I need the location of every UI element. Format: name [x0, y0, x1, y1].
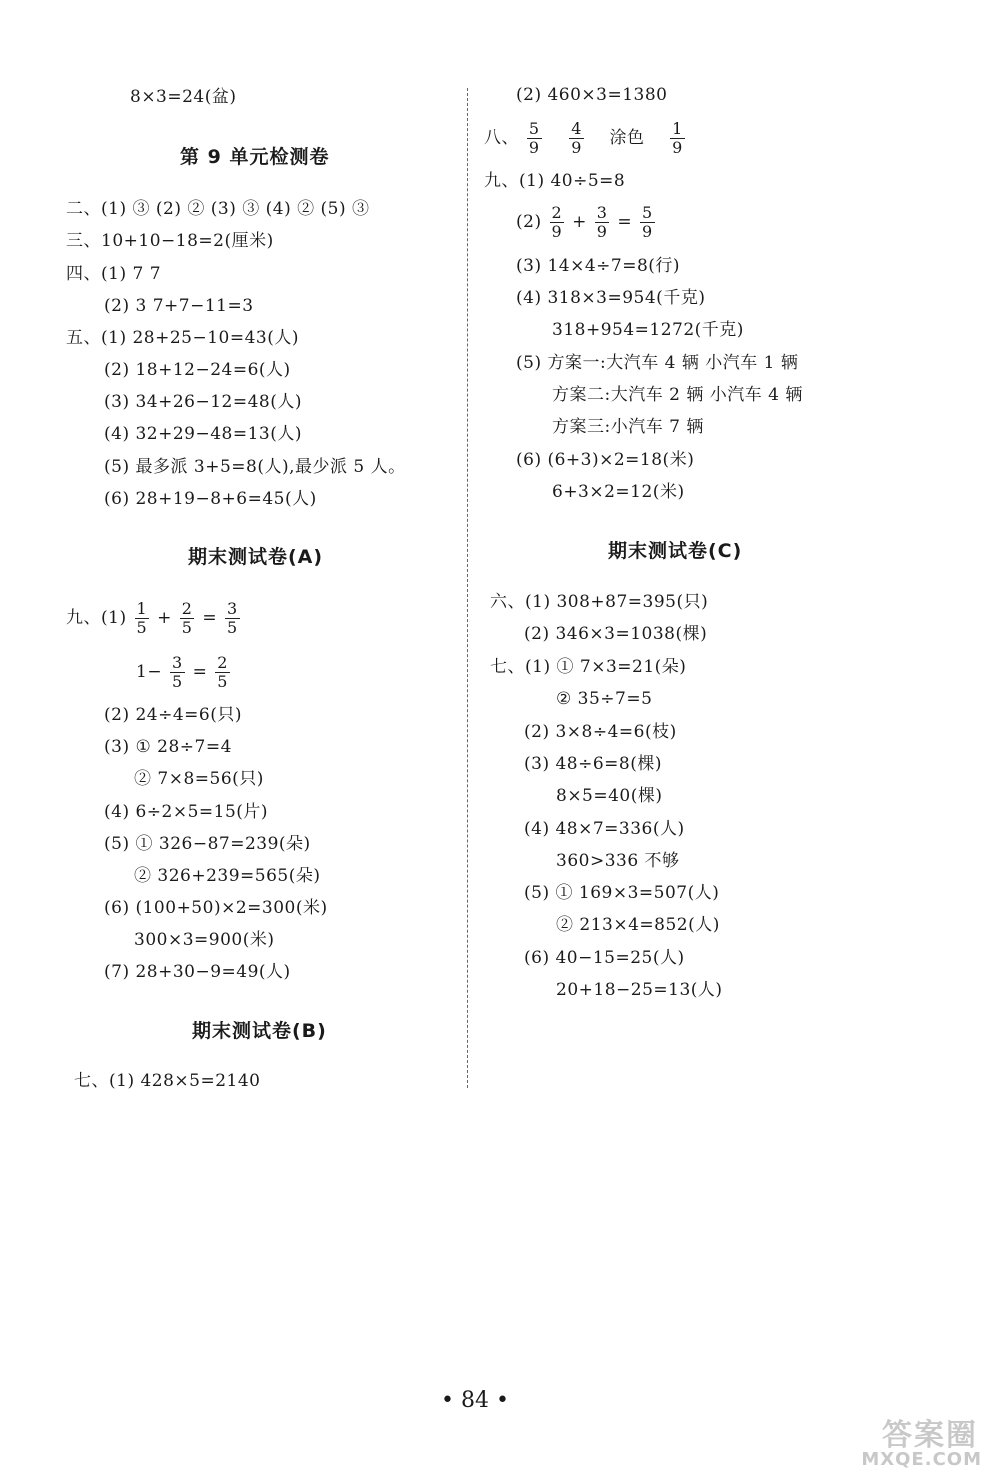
fraction: $\frac{1}{5}$ — [136, 599, 148, 637]
answer-line: 300×3=900(米) — [134, 930, 275, 950]
answer-line: (2) 346×3=1038(棵) — [524, 624, 708, 644]
section-heading: 期末测试卷(A) — [188, 546, 324, 568]
answer-line: (3) 14×4÷7=8(行) — [516, 256, 681, 276]
answer-line: (3) 34+26−12=48(人) — [104, 392, 303, 412]
answer-line: 二、(1) ③ (2) ② (3) ③ (4) ② (5) ③ — [66, 199, 370, 219]
answer-line: (6) 28+19−8+6=45(人) — [104, 489, 317, 509]
fraction-equation — [66, 600, 242, 637]
fraction: $\frac{1}{9}$ — [672, 119, 683, 157]
answer-line: (5) 最多派 3+5=8(人),最少派 5 人。 — [104, 457, 406, 477]
answer-line: ② 35÷7=5 — [556, 689, 653, 709]
fraction: $\frac{5}{9}$ — [642, 203, 653, 241]
answer-line: (2) 3×8÷4=6(枝) — [524, 722, 677, 742]
answer-line: 8×3=24(盆) — [130, 87, 237, 107]
answer-line: 方案三:小汽车 7 辆 — [552, 417, 704, 437]
operator: + — [572, 212, 587, 232]
watermark-logo — [836, 1410, 986, 1470]
equation-prefix: 1− — [136, 662, 163, 682]
operator: + — [157, 608, 172, 628]
fraction-answer — [484, 120, 687, 157]
equation-prefix: 九、(1) — [66, 608, 127, 628]
answer-line: 20+18−25=13(人) — [556, 980, 723, 1000]
answer-line: (2) 3 7+7−11=3 — [104, 296, 254, 316]
fraction: $\frac{3}{5}$ — [171, 653, 183, 691]
answer-line: 七、(1) 428×5=2140 — [74, 1071, 261, 1091]
fraction-equation — [136, 654, 232, 691]
answer-line: (6) (6+3)×2=18(米) — [516, 450, 695, 470]
fraction: $\frac{2}{5}$ — [181, 599, 193, 637]
answer-line: 318+954=1272(千克) — [552, 320, 744, 340]
watermark-url: MXQE.COM — [861, 1449, 982, 1470]
section-heading: 期末测试卷(B) — [192, 1020, 327, 1042]
answer-line: (3) 48÷6=8(棵) — [524, 754, 663, 774]
watermark-text: 答案圈 — [882, 1418, 978, 1453]
fraction: $\frac{4}{9}$ — [571, 119, 582, 157]
answer-line: 七、(1) ① 7×3=21(朵) — [490, 657, 687, 677]
column-divider — [467, 88, 468, 1088]
equation-prefix: (2) — [516, 212, 542, 232]
fraction: $\frac{2}{5}$ — [217, 653, 228, 691]
answer-line: 360>336 不够 — [556, 851, 680, 871]
answer-line: ② 213×4=852(人) — [556, 915, 720, 935]
page-number: • 84 • — [441, 1388, 509, 1413]
fraction: $\frac{5}{9}$ — [528, 119, 540, 157]
answer-line: 8×5=40(棵) — [556, 786, 663, 806]
answer-line: (5) 方案一:大汽车 4 辆 小汽车 1 辆 — [516, 353, 799, 373]
answer-line: (4) 48×7=336(人) — [524, 819, 685, 839]
operator: = — [192, 662, 208, 682]
answer-line: (5) ① 169×3=507(人) — [524, 883, 720, 903]
answer-line: 6+3×2=12(米) — [552, 482, 685, 502]
answer-line: 三、10+10−18=2(厘米) — [66, 231, 274, 251]
answer-line: 五、(1) 28+25−10=43(人) — [66, 328, 300, 348]
answer-line: ② 7×8=56(只) — [134, 769, 264, 789]
fraction: $\frac{3}{9}$ — [596, 203, 608, 241]
answer-line: (4) 32+29−48=13(人) — [104, 424, 303, 444]
answer-line: (2) 18+12−24=6(人) — [104, 360, 291, 380]
answer-line: (4) 318×3=954(千克) — [516, 288, 706, 308]
answer-line: (6) 40−15=25(人) — [524, 948, 685, 968]
answer-line: 四、(1) 7 7 — [66, 264, 162, 284]
fraction: $\frac{3}{5}$ — [227, 599, 238, 637]
fraction: $\frac{2}{9}$ — [551, 203, 563, 241]
answer-line: (7) 28+30−9=49(人) — [104, 962, 291, 982]
operator: = — [202, 608, 218, 628]
answer-line: ② 326+239=565(朵) — [134, 866, 321, 886]
answer-line: 六、(1) 308+87=395(只) — [490, 592, 709, 612]
operator: = — [617, 212, 633, 232]
answer-line: (2) 24÷4=6(只) — [104, 705, 243, 725]
answer-line: 九、(1) 40÷5=8 — [484, 171, 626, 191]
answer-line: 方案二:大汽车 2 辆 小汽车 4 辆 — [552, 385, 803, 405]
section-heading: 期末测试卷(C) — [608, 540, 743, 562]
section-heading: 第 9 单元检测卷 — [180, 146, 330, 168]
answer-line: (6) (100+50)×2=300(米) — [104, 898, 328, 918]
answer-line: (5) ① 326−87=239(朵) — [104, 834, 311, 854]
answer-prefix: 八、 — [484, 128, 519, 148]
fraction-equation — [516, 204, 657, 241]
answer-line: (3) ① 28÷7=4 — [104, 737, 232, 757]
answer-text: 涂色 — [609, 128, 645, 148]
answer-line: (2) 460×3=1380 — [516, 85, 668, 105]
answer-line: (4) 6÷2×5=15(片) — [104, 802, 269, 822]
